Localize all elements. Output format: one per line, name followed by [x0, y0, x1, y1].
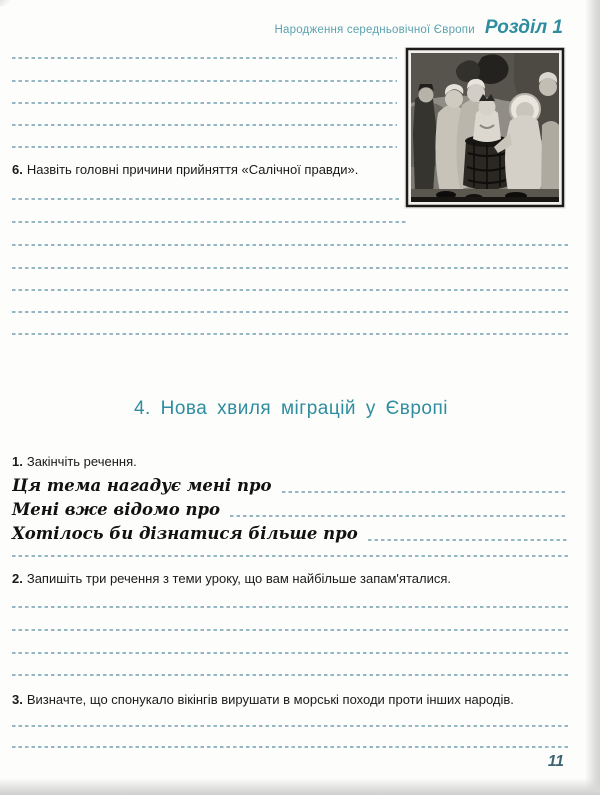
page-header [275, 17, 563, 39]
answer-line [368, 539, 568, 541]
chapter-title: Народження середньовічної Європи [274, 24, 475, 36]
answer-line [12, 746, 568, 748]
answer-line [12, 198, 400, 200]
question-6-text: Назвіть головні причини прийняття «Салічної правди». [26, 162, 359, 177]
question-2-number: 2. [12, 571, 23, 586]
answer-line [12, 267, 568, 269]
answer-line [12, 102, 397, 104]
answer-line [282, 491, 569, 493]
section-number-label: Розділ 1 [484, 17, 563, 38]
cloze-row [12, 474, 568, 496]
baptism-miniature-illustration [404, 47, 566, 209]
answer-line [12, 652, 568, 654]
page-edge-corner [0, 0, 10, 6]
answer-line [12, 146, 397, 148]
question-3-text: Визначте, що спонукало вікінгів вирушати в морські походи проти інших народів. [26, 692, 514, 707]
question-1-number: 1. [12, 454, 23, 469]
question-6 [12, 162, 358, 177]
question-1-text: Закінчіть речення. [26, 454, 137, 469]
cloze-sentence-3: Хотілось би дізнатися більше про [12, 524, 358, 543]
cloze-sentence-2: Мені вже відомо про [12, 500, 220, 519]
answer-line [12, 57, 397, 59]
answer-line [12, 629, 568, 631]
answer-line [12, 221, 406, 223]
answer-line [12, 311, 568, 313]
answer-line [12, 333, 568, 335]
answer-line [230, 515, 568, 517]
question-3 [12, 692, 514, 707]
question-1 [12, 454, 137, 469]
answer-line [12, 80, 397, 82]
section-title: 4. Нова хвиля міграцій у Європі [133, 398, 448, 419]
question-2-text: Запишіть три речення з теми уроку, що вам найбільше запам'яталися. [26, 571, 451, 586]
page-edge-right [585, 0, 600, 795]
question-2 [12, 571, 451, 586]
page-number: 11 [547, 753, 564, 770]
question-6-number: 6. [12, 162, 23, 177]
answer-line [12, 124, 397, 126]
cloze-row [12, 498, 568, 520]
answer-line [12, 674, 568, 676]
question-3-number: 3. [12, 692, 23, 707]
cloze-row [12, 522, 568, 544]
cloze-sentence-1: Ця тема нагадує мені про [12, 476, 272, 495]
answer-line [12, 606, 568, 608]
answer-line [12, 725, 568, 727]
answer-line [12, 555, 568, 557]
answer-line [12, 289, 568, 291]
answer-line [12, 244, 568, 246]
page-edge-bottom [0, 778, 600, 795]
